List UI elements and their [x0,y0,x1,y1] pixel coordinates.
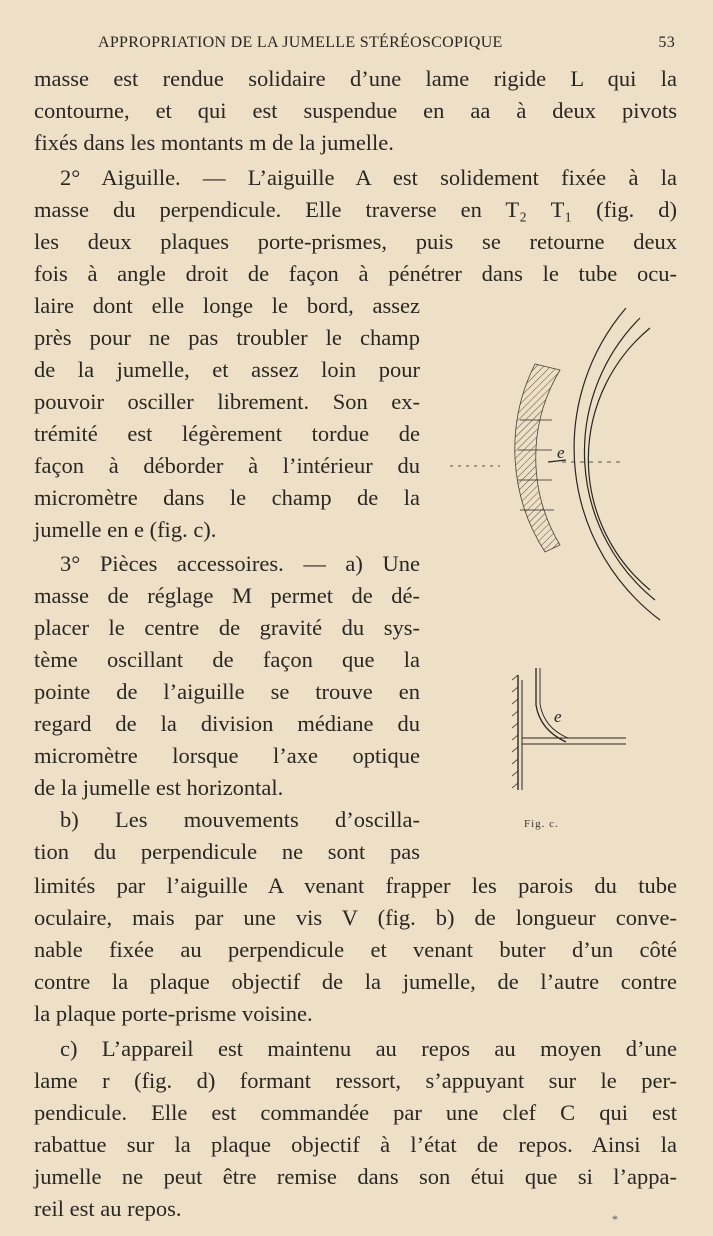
text-line: fixés dans les montants m de la jumelle. [34,130,394,155]
text-line: b) Les mouvements d’oscilla- [60,807,420,832]
text-line: tion du perpendicule ne sont pas [34,839,420,864]
text-line: trémité est légèrement tordue de [34,421,420,446]
text-line: contourne, et qui est suspendue en aa à deux pivots [34,98,677,123]
text-line: pouvoir osciller librement. Son ex- [34,389,420,414]
text-line: masse est rendue solidaire d’une lame rigide L qui la [34,66,677,91]
text-line: lame r (fig. d) formant ressort, s’appuyant sur le per- [34,1068,677,1093]
text-line: contre la plaque objectif de la jumelle, de l’autre contre [34,969,677,994]
text-line: reil est au repos. [34,1196,182,1221]
printers-mark: * [612,1212,618,1226]
text-line: c) L’appareil est maintenu au repos au moyen d’une [60,1036,677,1061]
text-line: pendicule. Elle est commandée par une clef C qui est [34,1100,677,1125]
text-line: 3° Pièces accessoires. — a) Une [60,551,420,576]
text-line: masse du perpendicule. Elle traverse en T₂ T₁ (fig. d) [34,197,677,222]
text-line: tème oscillant de façon que la [34,647,420,672]
needle-detail [512,668,626,790]
text-line: fois à angle droit de façon à pénétrer dans le tube ocu- [34,261,677,286]
text-line: 2° Aiguille. — L’aiguille A est solidement fixée à la [60,165,677,190]
text-line: limités par l’aiguille A venant frapper les parois du tube [34,873,677,898]
running-title: APPROPRIATION DE LA JUMELLE STÉRÉOSCOPIQUE [98,34,503,51]
text-line: regard de la division médiane du [34,711,420,736]
text-line: rabattue sur la plaque objectif à l’état de repos. Ainsi la [34,1132,677,1157]
text-line: pointe de l’aiguille se trouve en [34,679,420,704]
text-line: placer le centre de gravité du sys- [34,615,420,640]
text-line: nable fixée au perpendicule et venant buter d’un côté [34,937,677,962]
figure-label-e-bottom: e [554,707,562,726]
text-line: façon à déborder à l’intérieur du [34,453,420,478]
figure-label-e-top: e [557,443,565,462]
figure-caption: Fig. c. [524,818,559,830]
text-line: laire dont elle longe le bord, assez [34,293,420,318]
figure-c-illustration [440,300,713,820]
page-number: 53 [658,34,675,51]
eyepiece-tube-section [450,308,660,620]
text-line: micromètre dans le champ de la [34,485,420,510]
text-line: jumelle en e (fig. c). [34,517,217,542]
running-header [36,34,675,54]
text-line: la plaque porte-prisme voisine. [34,1001,313,1026]
text-line: de la jumelle est horizontal. [34,775,284,800]
text-line: de la jumelle, et assez loin pour [34,357,420,382]
text-line: jumelle ne peut être remise dans son étui que si l’appa- [34,1164,677,1189]
text-line: les deux plaques porte-prismes, puis se retourne deux [34,229,677,254]
text-line: micromètre lorsque l’axe optique [34,743,420,768]
text-line: près pour ne pas troubler le champ [34,325,420,350]
text-line: masse de réglage M permet de dé- [34,583,420,608]
text-line: oculaire, mais par une vis V (fig. b) de longueur conve- [34,905,677,930]
